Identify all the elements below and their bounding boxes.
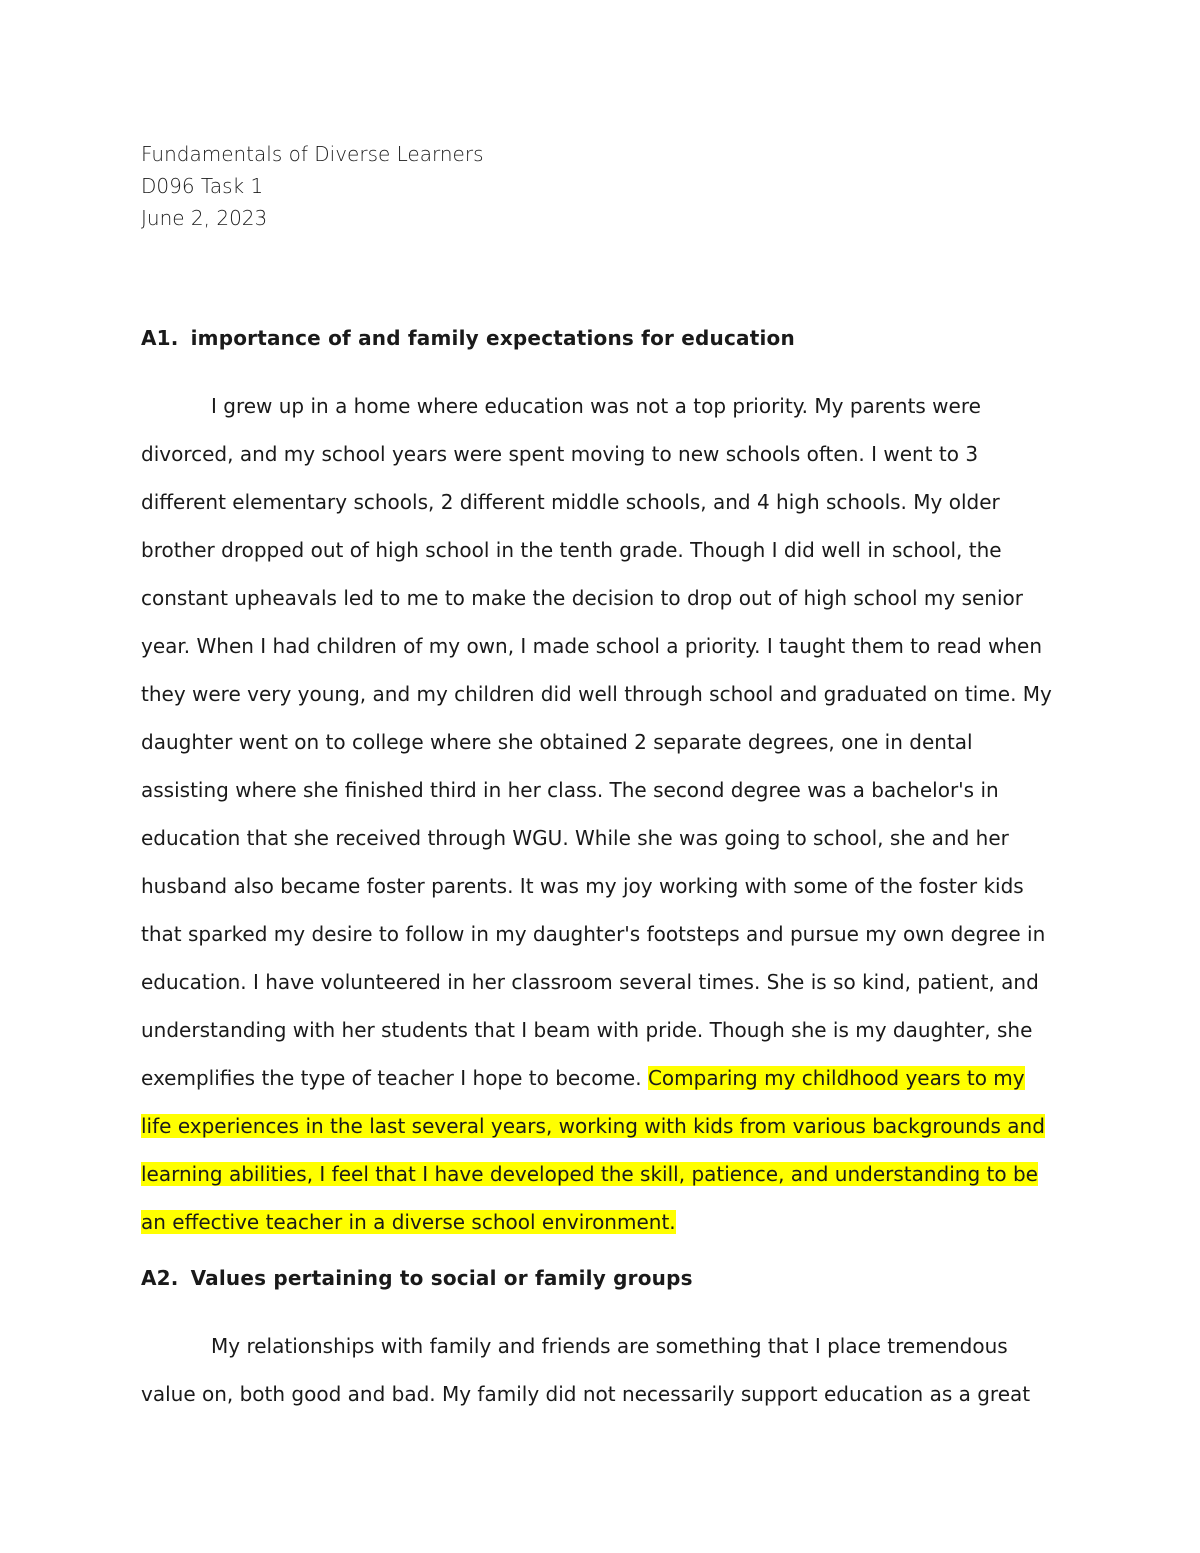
section-title-a1: importance of and family expectations for education bbox=[190, 326, 795, 350]
course-title: Fundamentals of Diverse Learners bbox=[141, 142, 484, 166]
highlighted-text-a1: Comparing my childhood years to my life experiences in the last several years, working with kids from various backgrounds and learning abilities, I feel that I have developed the skill, patience, and understanding to be an effective teacher in a diverse school environment. bbox=[141, 1066, 1045, 1234]
section-number-a2: A2. bbox=[141, 1266, 179, 1290]
section-heading-a1 bbox=[141, 326, 795, 350]
section-heading-a2 bbox=[141, 1266, 693, 1290]
body-text-a2: My relationships with family and friends are something that I place tremendous value on, both good and bad. My family did not necessarily support education as a great bbox=[141, 1334, 1031, 1406]
section-body-a2 bbox=[141, 1322, 1061, 1418]
section-title-a2: Values pertaining to social or family groups bbox=[190, 1266, 693, 1290]
document-header bbox=[141, 138, 484, 234]
section-number-a1: A1. bbox=[141, 326, 179, 350]
section-body-a1 bbox=[141, 382, 1061, 1246]
task-label: D096 Task 1 bbox=[141, 174, 264, 198]
body-text-a1: I grew up in a home where education was not a top priority. My parents were divorced, and my school years were spent moving to new schools often. I went to 3 different elementary schools, 2 different middle schools, and 4 high schools. My older brother dropped out of high school in the tenth grade. Though I did well in school, the constant upheavals led to me to make the decision to drop out of high school my senior year. When I had children of my own, I made school a priority. I taught them to read when they were very young, and my children did well through school and graduated on time. My daughter went on to college where she obtained 2 separate degrees, one in dental assisting where she finished third in her class. The second degree was a bachelor's in education that she received through WGU. While she was going to school, she and her husband also became foster parents. It was my joy working with some of the foster kids that sparked my desire to follow in my daughter's footsteps and pursue my own degree in education. I have volunteered in her classroom several times. She is so kind, patient, and understanding with her students that I beam with pride. Though she is my daughter, she exemplifies the type of teacher I hope to become. bbox=[141, 394, 1052, 1090]
document-date: June 2, 2023 bbox=[141, 206, 268, 230]
